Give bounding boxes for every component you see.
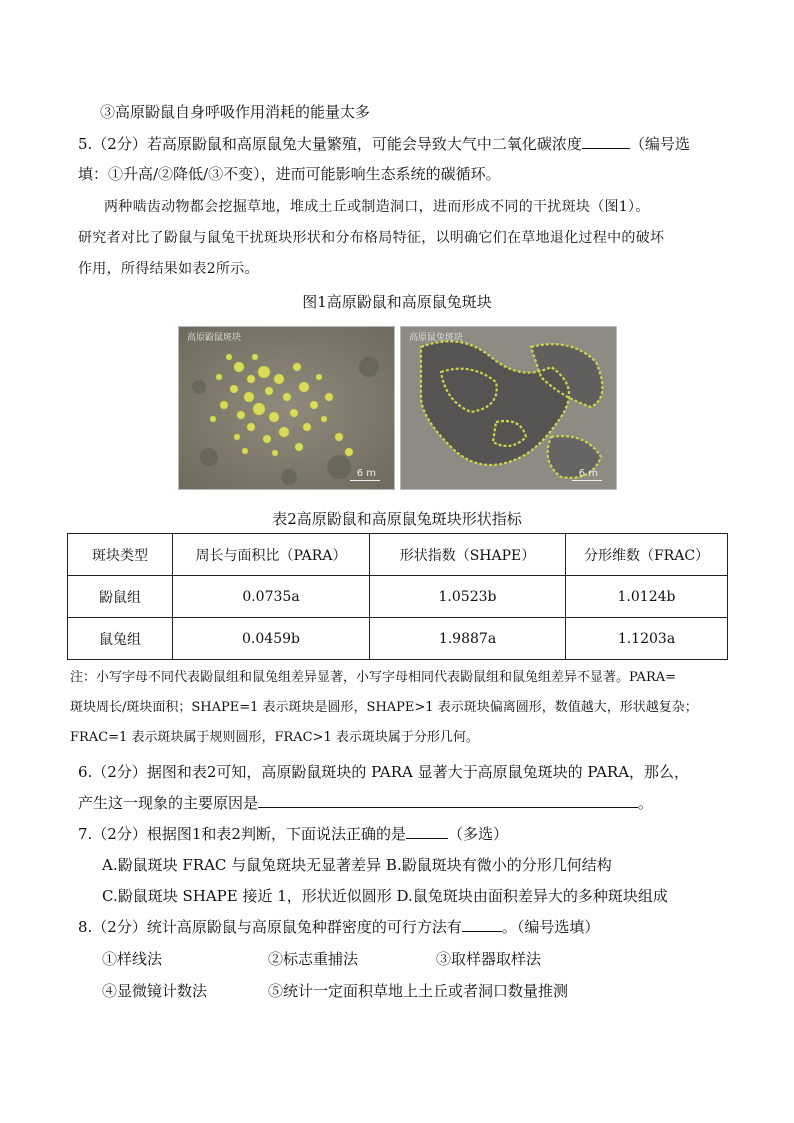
- table-header-row: [68, 534, 728, 576]
- question-5-stem: 5.（2分）若高原鼢鼠和高原鼠兔大量繁殖，可能会导致大气中二氧化碳浓度: [78, 135, 582, 153]
- question-5-line-2: 填：①升高/②降低/③不变），进而可能影响生态系统的碳循环。: [78, 165, 501, 183]
- cell-para: 0.0459b: [173, 618, 370, 660]
- question-5-line-1: [78, 134, 690, 154]
- scale-bar-left: [350, 480, 380, 481]
- cell-group: 鼠兔组: [68, 618, 173, 660]
- question-8-stem: 8.（2分）统计高原鼢鼠与高原鼠兔种群密度的可行方法有: [78, 918, 462, 936]
- question-7-stem-tail: （多选）: [447, 825, 508, 843]
- question-5-stem-tail: （编号选: [629, 135, 690, 153]
- shape-index-table: [67, 533, 728, 660]
- answer-blank-6[interactable]: [258, 793, 638, 808]
- option-3-line: ③高原鼢鼠自身呼吸作用消耗的能量太多: [100, 103, 371, 121]
- cell-shape: 1.9887a: [370, 618, 566, 660]
- paragraph-line-2: 研究者对比了鼢鼠与鼠兔干扰斑块形状和分布格局特征，以明确它们在草地退化过程中的破坏: [78, 230, 665, 246]
- option-3: ③取样器取样法: [436, 950, 542, 968]
- question-7-options-ab: A.鼢鼠斑块 FRAC 与鼠兔斑块无显著差异 B.鼢鼠斑块有微小的分形几何结构: [102, 856, 612, 874]
- question-7-options-cd: C.鼢鼠斑块 SHAPE 接近 1，形状近似圆形 D.鼠兔斑块由面积差异大的多种斑块组成: [102, 887, 668, 905]
- table-note-line-2: 斑块周长/斑块面积；SHAPE=1 表示斑块是圆形，SHAPE>1 表示斑块偏离圆形，数值越大，形状越复杂；: [70, 700, 698, 715]
- header-shape: 形状指数（SHAPE）: [370, 534, 566, 576]
- scale-bar-right: [572, 480, 602, 481]
- question-6-line-1: 6.（2分）据图和表2可知，高原鼢鼠斑块的 PARA 显著大于高原鼠兔斑块的 PARA，那么，: [78, 763, 690, 781]
- cell-shape: 1.0523b: [370, 576, 566, 618]
- paragraph-line-3: 作用，所得结果如表2所示。: [78, 261, 259, 277]
- cell-group: 鼢鼠组: [68, 576, 173, 618]
- pika-patch-photo: [400, 326, 617, 490]
- question-6-end: 。: [638, 794, 654, 812]
- header-patch-type: 斑块类型: [68, 534, 173, 576]
- pika-photo-label: 高原鼠兔斑块: [409, 333, 464, 343]
- question-8-stem-line: [78, 917, 599, 937]
- question-7-stem-line: [78, 824, 508, 844]
- cell-frac: 1.0124b: [566, 576, 728, 618]
- answer-blank-7[interactable]: [406, 824, 448, 839]
- table-note-line-3: FRAC=1 表示斑块属于规则圆形，FRAC>1 表示斑块属于分形几何。: [70, 730, 479, 745]
- option-1: ①样线法: [102, 950, 163, 968]
- option-2: ②标志重捕法: [268, 950, 359, 968]
- answer-blank-8[interactable]: [462, 917, 502, 932]
- table-caption: 表2高原鼢鼠和高原鼠兔斑块形状指标: [272, 510, 522, 528]
- header-frac: 分形维数（FRAC）: [566, 534, 728, 576]
- table-row: [68, 576, 728, 618]
- question-6-stem: 产生这一现象的主要原因是: [78, 794, 259, 812]
- question-7-stem: 7.（2分）根据图1和表2判断，下面说法正确的是: [78, 825, 406, 843]
- paragraph-line-1: 两种啮齿动物都会挖掘草地，堆成土丘或制造洞口，进而形成不同的干扰斑块（图1）。: [104, 199, 650, 215]
- cell-frac: 1.1203a: [566, 618, 728, 660]
- question-6-line-2: [78, 793, 653, 813]
- table-row: [68, 618, 728, 660]
- answer-blank-5[interactable]: [582, 134, 630, 149]
- figure-caption: 图1高原鼢鼠和高原鼠兔斑块: [302, 293, 492, 311]
- zokor-photo-label: 高原鼢鼠斑块: [187, 333, 242, 343]
- scale-text-right: 6 m: [578, 468, 598, 479]
- option-5: ⑤统计一定面积草地上土丘或者洞口数量推测: [268, 982, 569, 1000]
- header-para: 周长与面积比（PARA）: [173, 534, 370, 576]
- cell-para: 0.0735a: [173, 576, 370, 618]
- option-4: ④显微镜计数法: [102, 982, 208, 1000]
- question-8-stem-tail: 。（编号选填）: [501, 918, 600, 936]
- table-note-line-1: 注：小写字母不同代表鼢鼠组和鼠兔组差异显著，小写字母相同代表鼢鼠组和鼠兔组差异不显著。PARA=: [70, 670, 677, 685]
- scale-text-left: 6 m: [356, 468, 376, 479]
- zokor-patch-photo: [178, 326, 395, 490]
